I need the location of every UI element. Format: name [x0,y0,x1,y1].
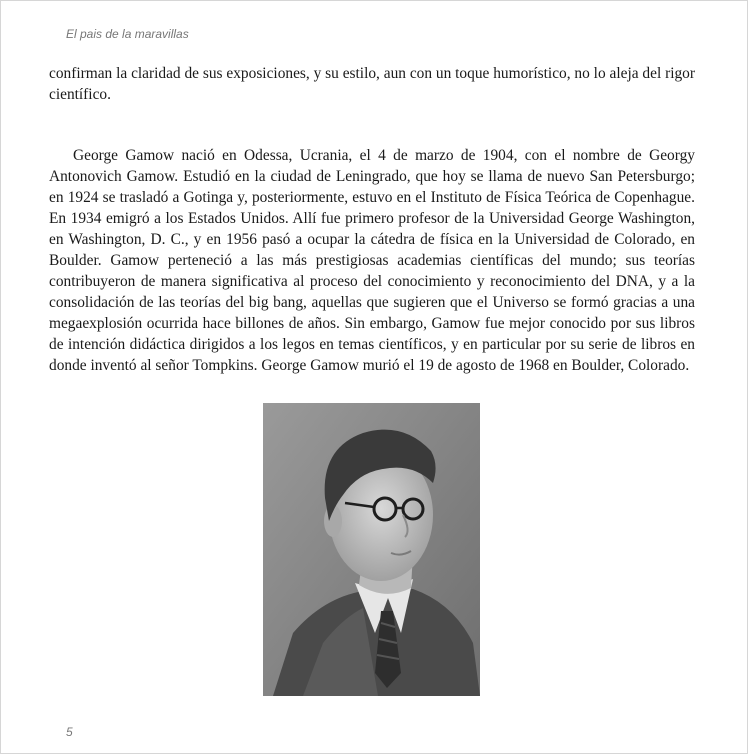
running-header: El pais de la maravillas [66,27,189,41]
paragraph-continuation: confirman la claridad de sus exposiciones, y su estilo, aun con un toque humorístico, no lo aleja del rigor científico. [49,65,695,103]
page-number: 5 [66,725,73,739]
paragraph-biography: George Gamow nació en Odessa, Ucrania, el 4 de marzo de 1904, con el nombre de Georgy Antonovich Gamow. Estudió en la ciudad de Leningrado, que hoy se llama de nuevo San Petersburgo; en 1924 se trasladó a Gotinga y, posteriormente, estuvo en el Instituto de Física Teórica de Copenhague. En 1934 emigró a los Estados Unidos. Allí fue primero profesor de la Universidad George Washington, en Washington, D. C., y en 1956 pasó a ocupar la cátedra de física en la Universidad de Colorado, en Boulder. Gamow perteneció a las más prestigiosas academias científicas del mundo; sus teorías contribuyeron de manera significativa al proceso del conocimiento y reconocimiento del DNA, y a la consolidación de las teorías del big bang, aquellas que sugieren que el Universo se formó gracias a una megaexplosión ocurrida hace billones de años. Sin embargo, Gamow fue mejor conocido por sus libros de intención didáctica dirigidos a los legos en temas científicos, y en particular por su serie de libros en donde inventó al señor Tompkins. George Gamow murió el 19 de agosto de 1968 en Boulder, Colorado. [49,147,695,374]
portrait-photo [263,403,480,696]
